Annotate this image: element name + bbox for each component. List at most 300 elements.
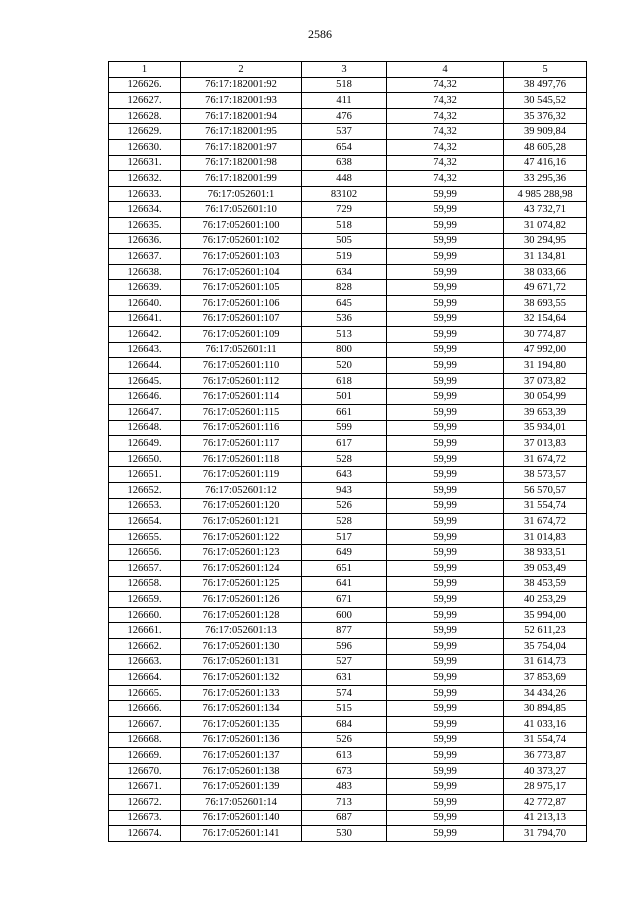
- area-cell: 530: [302, 826, 387, 842]
- value-cell: 38 693,55: [504, 295, 587, 311]
- value-cell: 38 453,59: [504, 576, 587, 592]
- rate-cell: 59,99: [387, 561, 504, 577]
- row-number-cell: 126639.: [109, 280, 181, 296]
- cadastral-number-cell: 76:17:052601:134: [181, 701, 302, 717]
- rate-cell: 59,99: [387, 264, 504, 280]
- cadastral-number-cell: 76:17:052601:12: [181, 483, 302, 499]
- value-cell: 30 774,87: [504, 327, 587, 343]
- value-cell: 48 605,28: [504, 139, 587, 155]
- cadastral-number-cell: 76:17:052601:128: [181, 607, 302, 623]
- row-number-cell: 126648.: [109, 420, 181, 436]
- area-cell: 501: [302, 389, 387, 405]
- rate-cell: 59,99: [387, 451, 504, 467]
- value-cell: 35 934,01: [504, 420, 587, 436]
- cadastral-number-cell: 76:17:052601:116: [181, 420, 302, 436]
- rate-cell: 59,99: [387, 592, 504, 608]
- rate-cell: 59,99: [387, 654, 504, 670]
- area-cell: 684: [302, 716, 387, 732]
- cadastral-number-cell: 76:17:052601:132: [181, 670, 302, 686]
- value-cell: 38 033,66: [504, 264, 587, 280]
- table-row: [109, 701, 587, 717]
- cadastral-number-cell: 76:17:052601:114: [181, 389, 302, 405]
- rate-cell: 59,99: [387, 545, 504, 561]
- rate-cell: 59,99: [387, 280, 504, 296]
- row-number-cell: 126630.: [109, 139, 181, 155]
- area-cell: 596: [302, 638, 387, 654]
- table-row: [109, 186, 587, 202]
- row-number-cell: 126634.: [109, 202, 181, 218]
- table-row: [109, 716, 587, 732]
- table-row: [109, 420, 587, 436]
- area-cell: 518: [302, 77, 387, 93]
- cadastral-number-cell: 76:17:052601:106: [181, 295, 302, 311]
- table-row: [109, 623, 587, 639]
- cadastral-number-cell: 76:17:052601:141: [181, 826, 302, 842]
- rate-cell: 59,99: [387, 763, 504, 779]
- value-cell: 31 554,74: [504, 498, 587, 514]
- value-cell: 37 853,69: [504, 670, 587, 686]
- value-cell: 31 134,81: [504, 249, 587, 265]
- row-number-cell: 126628.: [109, 108, 181, 124]
- area-cell: 828: [302, 280, 387, 296]
- table-row: [109, 607, 587, 623]
- value-cell: 38 497,76: [504, 77, 587, 93]
- value-cell: 43 732,71: [504, 202, 587, 218]
- cadastral-number-cell: 76:17:052601:135: [181, 716, 302, 732]
- cadastral-number-cell: 76:17:052601:139: [181, 779, 302, 795]
- area-cell: 83102: [302, 186, 387, 202]
- rate-cell: 74,32: [387, 124, 504, 140]
- cadastral-number-cell: 76:17:052601:104: [181, 264, 302, 280]
- value-cell: 56 570,57: [504, 483, 587, 499]
- rate-cell: 59,99: [387, 233, 504, 249]
- area-cell: 476: [302, 108, 387, 124]
- table-row: [109, 436, 587, 452]
- row-number-cell: 126646.: [109, 389, 181, 405]
- row-number-cell: 126664.: [109, 670, 181, 686]
- area-cell: 518: [302, 217, 387, 233]
- table-row: [109, 155, 587, 171]
- rate-cell: 59,99: [387, 732, 504, 748]
- area-cell: 505: [302, 233, 387, 249]
- table-body: [109, 77, 587, 841]
- table-row: [109, 139, 587, 155]
- row-number-cell: 126632.: [109, 171, 181, 187]
- table-row: [109, 342, 587, 358]
- value-cell: 37 073,82: [504, 373, 587, 389]
- row-number-cell: 126651.: [109, 467, 181, 483]
- value-cell: 38 933,51: [504, 545, 587, 561]
- area-cell: 411: [302, 93, 387, 109]
- table-row: [109, 826, 587, 842]
- value-cell: 38 573,57: [504, 467, 587, 483]
- table-row: [109, 685, 587, 701]
- value-cell: 35 754,04: [504, 638, 587, 654]
- value-cell: 47 992,00: [504, 342, 587, 358]
- value-cell: 47 416,16: [504, 155, 587, 171]
- table-row: [109, 311, 587, 327]
- value-cell: 40 253,29: [504, 592, 587, 608]
- rate-cell: 59,99: [387, 217, 504, 233]
- value-cell: 31 674,72: [504, 451, 587, 467]
- rate-cell: 59,99: [387, 436, 504, 452]
- cadastral-number-cell: 76:17:052601:10: [181, 202, 302, 218]
- header-cell-5: 5: [504, 62, 587, 78]
- table-row: [109, 670, 587, 686]
- cadastral-number-cell: 76:17:052601:105: [181, 280, 302, 296]
- table-row: [109, 529, 587, 545]
- area-cell: 877: [302, 623, 387, 639]
- row-number-cell: 126660.: [109, 607, 181, 623]
- cadastral-number-cell: 76:17:052601:120: [181, 498, 302, 514]
- value-cell: 33 295,36: [504, 171, 587, 187]
- table-row: [109, 249, 587, 265]
- area-cell: 729: [302, 202, 387, 218]
- table-row: [109, 295, 587, 311]
- value-cell: 31 194,80: [504, 358, 587, 374]
- rate-cell: 59,99: [387, 794, 504, 810]
- area-cell: 599: [302, 420, 387, 436]
- table-row: [109, 779, 587, 795]
- rate-cell: 59,99: [387, 420, 504, 436]
- area-cell: 618: [302, 373, 387, 389]
- cadastral-number-cell: 76:17:052601:11: [181, 342, 302, 358]
- rate-cell: 59,99: [387, 327, 504, 343]
- area-cell: 528: [302, 451, 387, 467]
- value-cell: 41 033,16: [504, 716, 587, 732]
- cadastral-number-cell: 76:17:052601:119: [181, 467, 302, 483]
- cadastral-number-cell: 76:17:052601:107: [181, 311, 302, 327]
- cadastral-number-cell: 76:17:052601:123: [181, 545, 302, 561]
- row-number-cell: 126636.: [109, 233, 181, 249]
- table-row: [109, 545, 587, 561]
- value-cell: 31 614,73: [504, 654, 587, 670]
- rate-cell: 59,99: [387, 311, 504, 327]
- cadastral-number-cell: 76:17:052601:117: [181, 436, 302, 452]
- cadastral-number-cell: 76:17:052601:131: [181, 654, 302, 670]
- area-cell: 634: [302, 264, 387, 280]
- row-number-cell: 126655.: [109, 529, 181, 545]
- cadastral-number-cell: 76:17:052601:138: [181, 763, 302, 779]
- area-cell: 651: [302, 561, 387, 577]
- table-row: [109, 498, 587, 514]
- table-row: [109, 202, 587, 218]
- area-cell: 526: [302, 498, 387, 514]
- table-row: [109, 763, 587, 779]
- value-cell: 28 975,17: [504, 779, 587, 795]
- table-row: [109, 233, 587, 249]
- area-cell: 515: [302, 701, 387, 717]
- value-cell: 30 545,52: [504, 93, 587, 109]
- row-number-cell: 126674.: [109, 826, 181, 842]
- cadastral-number-cell: 76:17:052601:14: [181, 794, 302, 810]
- row-number-cell: 126665.: [109, 685, 181, 701]
- area-cell: 537: [302, 124, 387, 140]
- rate-cell: 59,99: [387, 389, 504, 405]
- table-row: [109, 124, 587, 140]
- row-number-cell: 126642.: [109, 327, 181, 343]
- row-number-cell: 126635.: [109, 217, 181, 233]
- rate-cell: 59,99: [387, 576, 504, 592]
- table-row: [109, 451, 587, 467]
- table-row: [109, 217, 587, 233]
- rate-cell: 59,99: [387, 685, 504, 701]
- row-number-cell: 126657.: [109, 561, 181, 577]
- row-number-cell: 126667.: [109, 716, 181, 732]
- rate-cell: 74,32: [387, 93, 504, 109]
- area-cell: 528: [302, 514, 387, 530]
- value-cell: 35 376,32: [504, 108, 587, 124]
- value-cell: 39 653,39: [504, 405, 587, 421]
- area-cell: 448: [302, 171, 387, 187]
- value-cell: 37 013,83: [504, 436, 587, 452]
- area-cell: 687: [302, 810, 387, 826]
- cadastral-number-cell: 76:17:182001:99: [181, 171, 302, 187]
- header-cell-4: 4: [387, 62, 504, 78]
- area-cell: 643: [302, 467, 387, 483]
- value-cell: 34 434,26: [504, 685, 587, 701]
- rate-cell: 59,99: [387, 202, 504, 218]
- row-number-cell: 126654.: [109, 514, 181, 530]
- value-cell: 31 074,82: [504, 217, 587, 233]
- rate-cell: 59,99: [387, 607, 504, 623]
- value-cell: 31 674,72: [504, 514, 587, 530]
- cadastral-number-cell: 76:17:052601:130: [181, 638, 302, 654]
- cadastral-number-cell: 76:17:052601:125: [181, 576, 302, 592]
- area-cell: 800: [302, 342, 387, 358]
- header-cell-1: 1: [109, 62, 181, 78]
- rate-cell: 74,32: [387, 171, 504, 187]
- area-cell: 631: [302, 670, 387, 686]
- table-row: [109, 373, 587, 389]
- rate-cell: 59,99: [387, 405, 504, 421]
- row-number-cell: 126669.: [109, 748, 181, 764]
- table-row: [109, 467, 587, 483]
- page-number: 2586: [308, 27, 332, 41]
- area-cell: 526: [302, 732, 387, 748]
- area-cell: 483: [302, 779, 387, 795]
- table-row: [109, 654, 587, 670]
- area-cell: 649: [302, 545, 387, 561]
- cadastral-number-cell: 76:17:052601:118: [181, 451, 302, 467]
- header-row: [109, 62, 587, 78]
- table-row: [109, 576, 587, 592]
- value-cell: 31 794,70: [504, 826, 587, 842]
- table-row: [109, 280, 587, 296]
- value-cell: 36 773,87: [504, 748, 587, 764]
- table-row: [109, 483, 587, 499]
- cadastral-number-cell: 76:17:052601:102: [181, 233, 302, 249]
- cadastral-number-cell: 76:17:052601:112: [181, 373, 302, 389]
- table-row: [109, 748, 587, 764]
- value-cell: 40 373,27: [504, 763, 587, 779]
- row-number-cell: 126644.: [109, 358, 181, 374]
- header-cell-3: 3: [302, 62, 387, 78]
- cadastral-number-cell: 76:17:182001:93: [181, 93, 302, 109]
- table-row: [109, 77, 587, 93]
- table-row: [109, 810, 587, 826]
- row-number-cell: 126640.: [109, 295, 181, 311]
- row-number-cell: 126627.: [109, 93, 181, 109]
- rate-cell: 59,99: [387, 529, 504, 545]
- rate-cell: 74,32: [387, 108, 504, 124]
- table-row: [109, 732, 587, 748]
- rate-cell: 59,99: [387, 810, 504, 826]
- table-row: [109, 171, 587, 187]
- rate-cell: 59,99: [387, 826, 504, 842]
- table-row: [109, 405, 587, 421]
- area-cell: 645: [302, 295, 387, 311]
- row-number-cell: 126629.: [109, 124, 181, 140]
- rate-cell: 59,99: [387, 701, 504, 717]
- value-cell: 42 772,87: [504, 794, 587, 810]
- registry-table: [108, 61, 587, 842]
- row-number-cell: 126653.: [109, 498, 181, 514]
- row-number-cell: 126643.: [109, 342, 181, 358]
- value-cell: 41 213,13: [504, 810, 587, 826]
- cadastral-number-cell: 76:17:052601:136: [181, 732, 302, 748]
- value-cell: 39 053,49: [504, 561, 587, 577]
- cadastral-number-cell: 76:17:052601:115: [181, 405, 302, 421]
- row-number-cell: 126673.: [109, 810, 181, 826]
- rate-cell: 59,99: [387, 779, 504, 795]
- cadastral-number-cell: 76:17:182001:95: [181, 124, 302, 140]
- area-cell: 661: [302, 405, 387, 421]
- rate-cell: 59,99: [387, 249, 504, 265]
- row-number-cell: 126671.: [109, 779, 181, 795]
- rate-cell: 59,99: [387, 467, 504, 483]
- value-cell: 4 985 288,98: [504, 186, 587, 202]
- value-cell: 30 294,95: [504, 233, 587, 249]
- rate-cell: 74,32: [387, 139, 504, 155]
- row-number-cell: 126668.: [109, 732, 181, 748]
- row-number-cell: 126663.: [109, 654, 181, 670]
- rate-cell: 74,32: [387, 155, 504, 171]
- cadastral-number-cell: 76:17:052601:140: [181, 810, 302, 826]
- value-cell: 39 909,84: [504, 124, 587, 140]
- header-cell-2: 2: [181, 62, 302, 78]
- cadastral-number-cell: 76:17:052601:126: [181, 592, 302, 608]
- area-cell: 673: [302, 763, 387, 779]
- rate-cell: 59,99: [387, 358, 504, 374]
- cadastral-number-cell: 76:17:052601:13: [181, 623, 302, 639]
- rate-cell: 74,32: [387, 77, 504, 93]
- table-row: [109, 358, 587, 374]
- area-cell: 527: [302, 654, 387, 670]
- cadastral-number-cell: 76:17:052601:103: [181, 249, 302, 265]
- value-cell: 30 054,99: [504, 389, 587, 405]
- table-row: [109, 794, 587, 810]
- area-cell: 713: [302, 794, 387, 810]
- cadastral-number-cell: 76:17:182001:98: [181, 155, 302, 171]
- rate-cell: 59,99: [387, 716, 504, 732]
- table-row: [109, 264, 587, 280]
- cadastral-number-cell: 76:17:052601:124: [181, 561, 302, 577]
- row-number-cell: 126633.: [109, 186, 181, 202]
- row-number-cell: 126656.: [109, 545, 181, 561]
- cadastral-number-cell: 76:17:052601:121: [181, 514, 302, 530]
- area-cell: 536: [302, 311, 387, 327]
- row-number-cell: 126649.: [109, 436, 181, 452]
- row-number-cell: 126659.: [109, 592, 181, 608]
- cadastral-number-cell: 76:17:182001:94: [181, 108, 302, 124]
- cadastral-number-cell: 76:17:052601:122: [181, 529, 302, 545]
- row-number-cell: 126645.: [109, 373, 181, 389]
- value-cell: 30 894,85: [504, 701, 587, 717]
- row-number-cell: 126666.: [109, 701, 181, 717]
- value-cell: 35 994,00: [504, 607, 587, 623]
- cadastral-number-cell: 76:17:052601:133: [181, 685, 302, 701]
- rate-cell: 59,99: [387, 623, 504, 639]
- area-cell: 654: [302, 139, 387, 155]
- rate-cell: 59,99: [387, 498, 504, 514]
- table-row: [109, 638, 587, 654]
- cadastral-number-cell: 76:17:182001:92: [181, 77, 302, 93]
- rate-cell: 59,99: [387, 748, 504, 764]
- area-cell: 638: [302, 155, 387, 171]
- area-cell: 600: [302, 607, 387, 623]
- rate-cell: 59,99: [387, 186, 504, 202]
- cadastral-number-cell: 76:17:052601:1: [181, 186, 302, 202]
- area-cell: 671: [302, 592, 387, 608]
- table-row: [109, 327, 587, 343]
- value-cell: 31 554,74: [504, 732, 587, 748]
- row-number-cell: 126637.: [109, 249, 181, 265]
- area-cell: 613: [302, 748, 387, 764]
- area-cell: 617: [302, 436, 387, 452]
- cadastral-number-cell: 76:17:052601:100: [181, 217, 302, 233]
- table-row: [109, 389, 587, 405]
- value-cell: 32 154,64: [504, 311, 587, 327]
- rate-cell: 59,99: [387, 295, 504, 311]
- value-cell: 49 671,72: [504, 280, 587, 296]
- row-number-cell: 126662.: [109, 638, 181, 654]
- table-row: [109, 514, 587, 530]
- value-cell: 31 014,83: [504, 529, 587, 545]
- area-cell: 574: [302, 685, 387, 701]
- area-cell: 641: [302, 576, 387, 592]
- value-cell: 52 611,23: [504, 623, 587, 639]
- cadastral-number-cell: 76:17:052601:137: [181, 748, 302, 764]
- row-number-cell: 126658.: [109, 576, 181, 592]
- row-number-cell: 126672.: [109, 794, 181, 810]
- row-number-cell: 126652.: [109, 483, 181, 499]
- area-cell: 517: [302, 529, 387, 545]
- table-row: [109, 93, 587, 109]
- row-number-cell: 126670.: [109, 763, 181, 779]
- table-row: [109, 592, 587, 608]
- row-number-cell: 126626.: [109, 77, 181, 93]
- rate-cell: 59,99: [387, 373, 504, 389]
- row-number-cell: 126638.: [109, 264, 181, 280]
- table-header: [109, 62, 587, 78]
- row-number-cell: 126661.: [109, 623, 181, 639]
- row-number-cell: 126631.: [109, 155, 181, 171]
- area-cell: 943: [302, 483, 387, 499]
- area-cell: 519: [302, 249, 387, 265]
- cadastral-number-cell: 76:17:052601:109: [181, 327, 302, 343]
- rate-cell: 59,99: [387, 670, 504, 686]
- table-row: [109, 108, 587, 124]
- cadastral-number-cell: 76:17:182001:97: [181, 139, 302, 155]
- cadastral-number-cell: 76:17:052601:110: [181, 358, 302, 374]
- rate-cell: 59,99: [387, 514, 504, 530]
- row-number-cell: 126647.: [109, 405, 181, 421]
- rate-cell: 59,99: [387, 483, 504, 499]
- table-row: [109, 561, 587, 577]
- area-cell: 513: [302, 327, 387, 343]
- rate-cell: 59,99: [387, 638, 504, 654]
